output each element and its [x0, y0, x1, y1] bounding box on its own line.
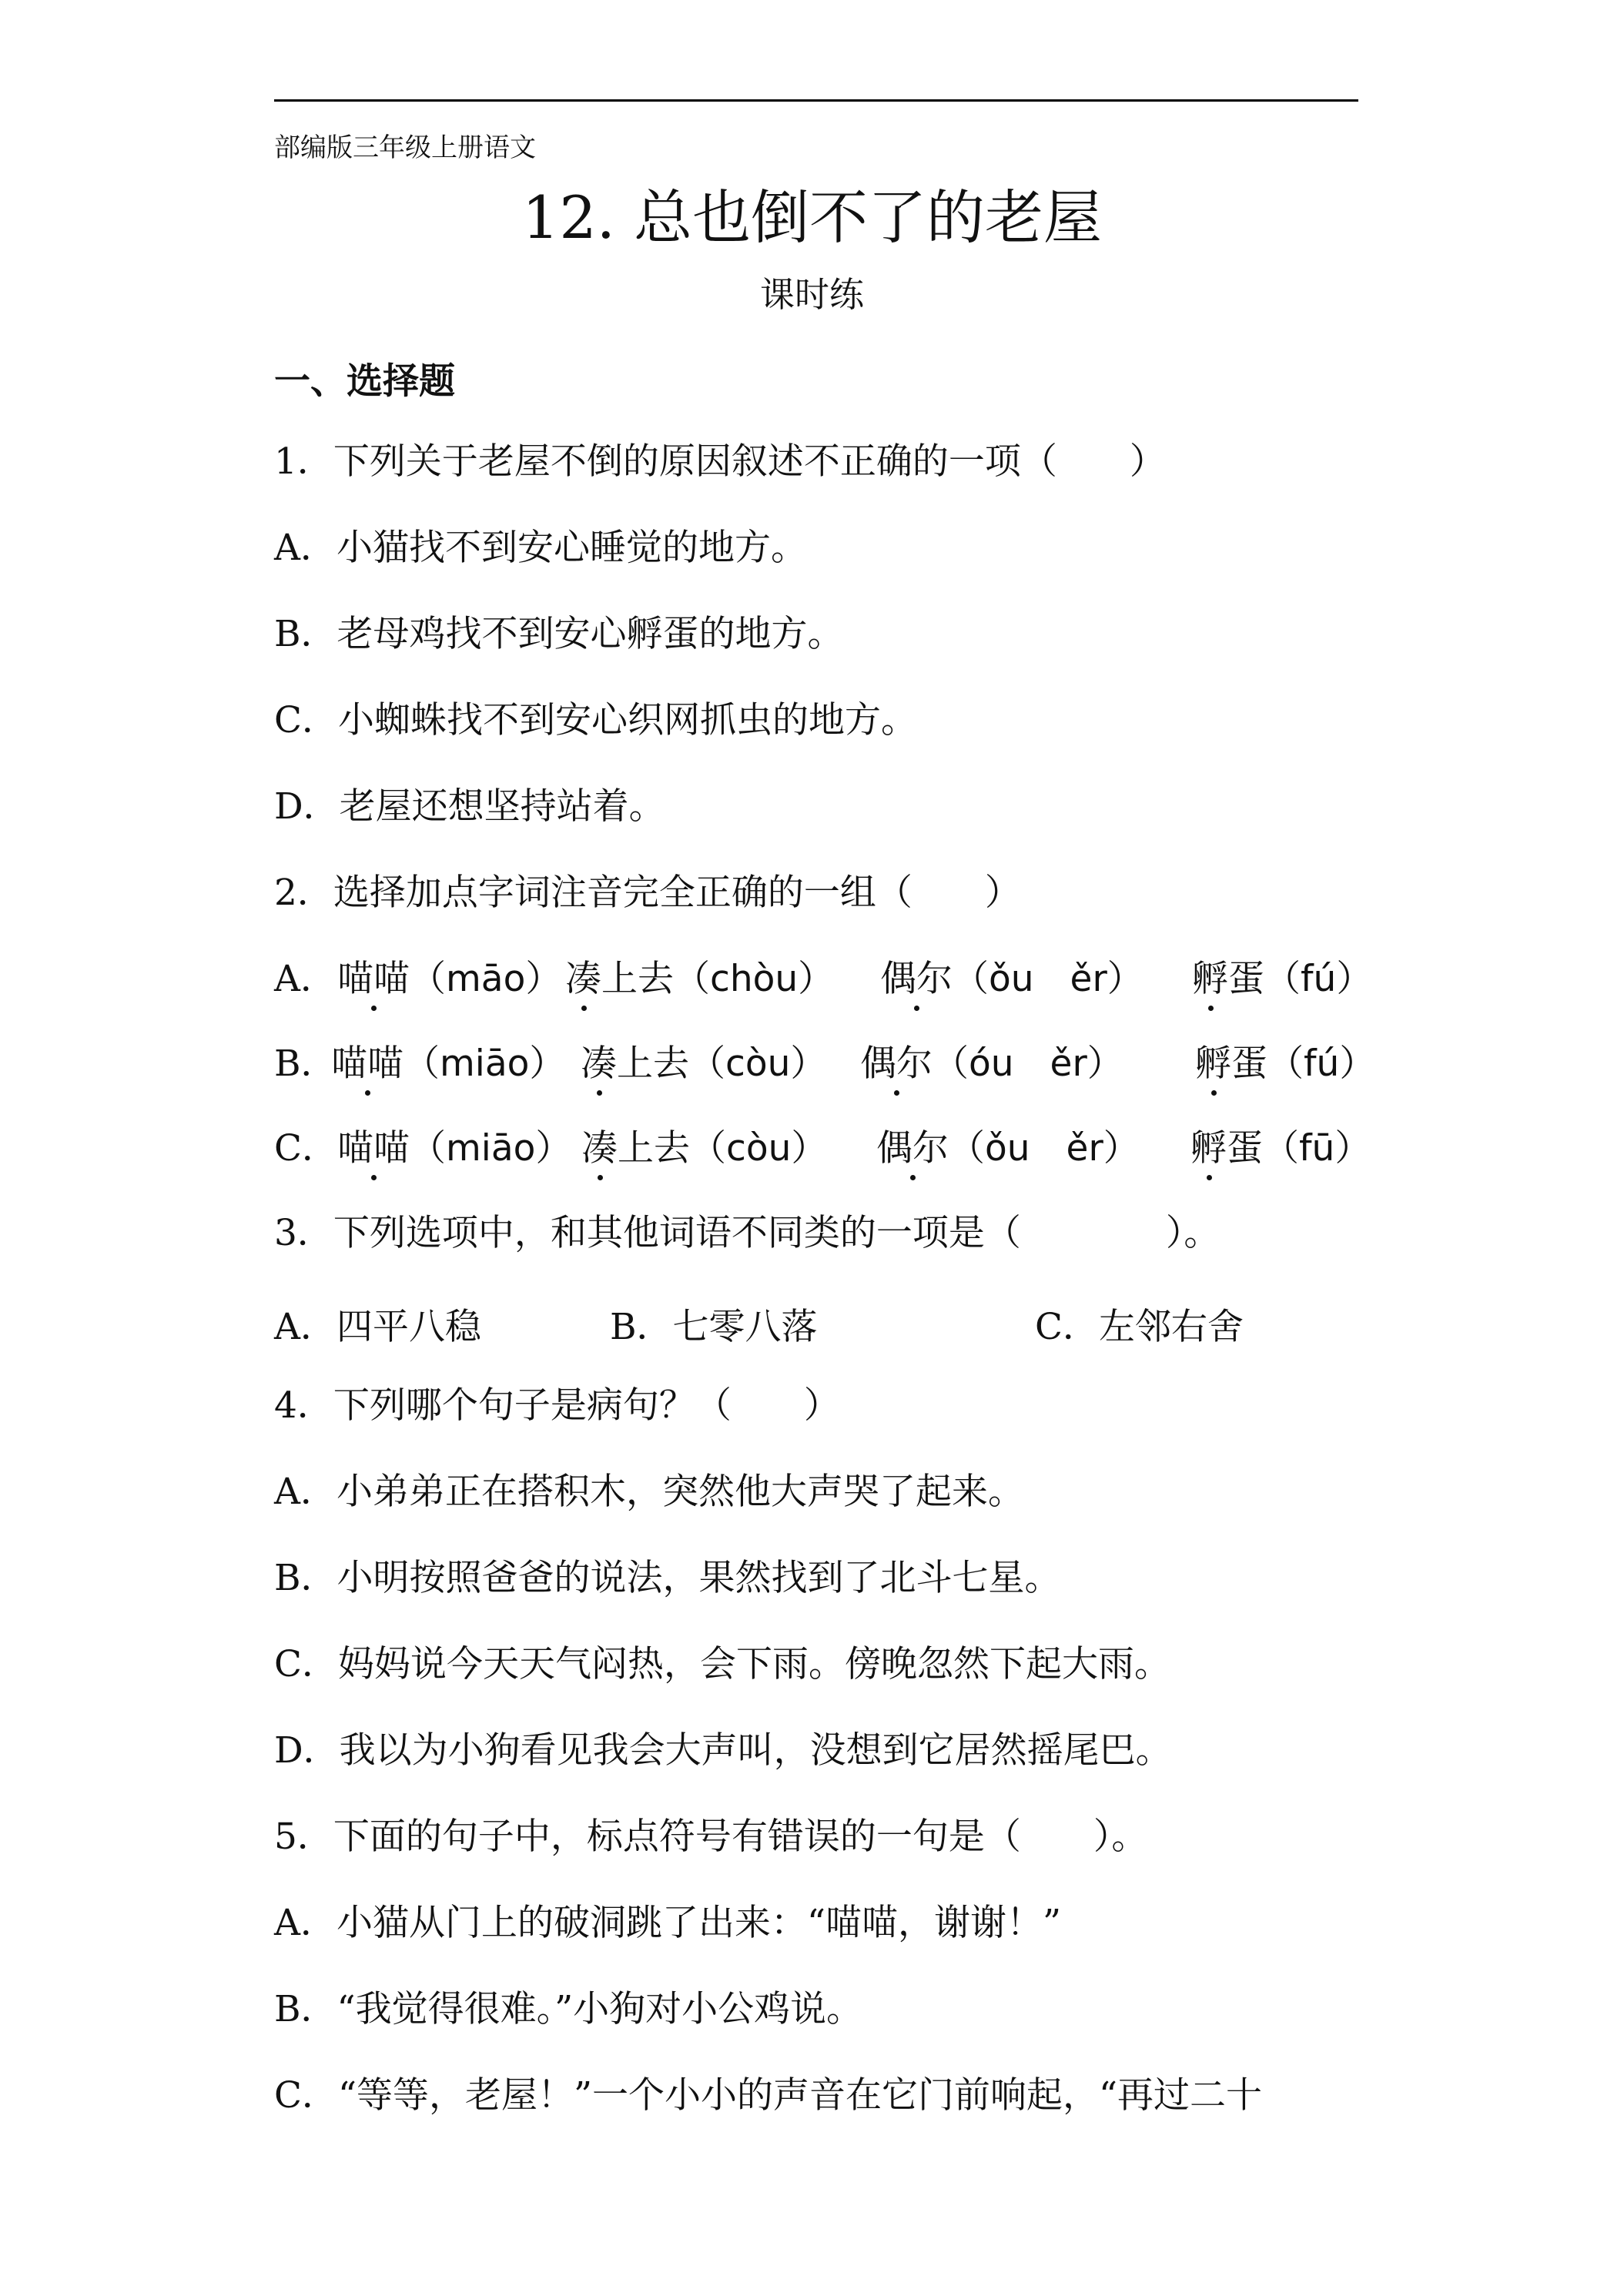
q2-row-a-pinyin-2: （chòu） — [674, 958, 835, 1000]
question-4-stem: 4．下列哪个句子是病句？（ ） — [274, 1384, 840, 1427]
q2-row-b-word-3 — [860, 1035, 1123, 1086]
q2-row-c-word-1 — [337, 1120, 571, 1171]
q2-row-c-word-4 — [1190, 1120, 1371, 1171]
question-1-option-a: A．小猫找不到安心睡觉的地方。 — [274, 527, 807, 569]
header-rule — [274, 99, 1358, 102]
q2-row-c-word-1-dotted: 喵喵 — [337, 1120, 410, 1171]
q2-row-b-word-4 — [1195, 1035, 1375, 1086]
question-2-stem: 2．选择加点字词注音完全正确的一组（ ） — [274, 872, 1021, 914]
q2-row-b-word-2-dotted: 凑 — [581, 1035, 617, 1086]
q2-row-b-word-3-dotted: 偶尔 — [860, 1035, 933, 1086]
question-3-option-a: A．四平八稳 — [274, 1306, 481, 1348]
q2-row-c-word-4-rest: 蛋 — [1227, 1127, 1263, 1170]
question-1-stem: 1．下列关于老屋不倒的原因叙述不正确的一项（ ） — [274, 440, 1166, 483]
q2-row-c-word-2-rest: 上去 — [618, 1127, 690, 1170]
section-title: 一、选择题 — [274, 360, 455, 403]
page-title: 12. 总也倒不了的老屋 — [521, 183, 1103, 252]
question-4-option-c: C．妈妈说今天天气闷热，会下雨。傍晚忽然下起大雨。 — [274, 1643, 1170, 1685]
q2-row-c-word-4-dotted: 孵 — [1190, 1120, 1227, 1171]
question-4-option-d: D．我以为小狗看见我会大声叫，没想到它居然摇尾巴。 — [274, 1729, 1172, 1772]
q2-row-a-word-1 — [337, 950, 561, 1002]
q2-row-c-pinyin-1: （miāo） — [410, 1127, 572, 1170]
question-1-option-c: C．小蜘蛛找不到安心织网抓虫的地方。 — [274, 699, 917, 741]
q2-row-a-word-2-dotted: 凑 — [565, 950, 601, 1002]
q2-row-c-word-3-dotted: 偶尔 — [876, 1120, 949, 1171]
q2-row-b-pinyin-2: （còu） — [689, 1043, 827, 1085]
doc-header: 部编版三年级上册语文 — [274, 132, 536, 163]
q2-row-c-word-2 — [581, 1120, 827, 1171]
question-1-option-d: D．老屋还想坚持站着。 — [274, 785, 665, 828]
q2-row-a-letter: A． — [274, 958, 337, 1000]
q2-row-a-word-3 — [880, 950, 1143, 1002]
q2-row-a-word-2 — [565, 950, 834, 1002]
q2-row-b-word-1 — [331, 1035, 565, 1086]
question-3-stem: 3．下列选项中，和其他词语不同类的一项是（ ）。 — [274, 1212, 1221, 1254]
q2-row-a-word-2-rest: 上去 — [601, 958, 674, 1000]
question-5-stem: 5．下面的句子中，标点符号有错误的一句是（ ）。 — [274, 1816, 1148, 1858]
question-4-option-b: B．小明按照爸爸的说法，果然找到了北斗七星。 — [274, 1557, 1061, 1599]
q2-row-b-word-4-dotted: 孵 — [1195, 1035, 1231, 1086]
question-3-option-b: B．七零八落 — [610, 1306, 818, 1348]
question-1-option-b: B．老母鸡找不到安心孵蛋的地方。 — [274, 613, 844, 655]
page-subtitle: 课时练 — [759, 274, 864, 315]
q2-row-c-pinyin-2: （còu） — [690, 1127, 828, 1170]
question-4-option-a: A．小弟弟正在搭积木，突然他大声哭了起来。 — [274, 1471, 1024, 1513]
q2-row-c-letter: C． — [274, 1127, 338, 1170]
q2-row-a-word-1-dotted: 喵喵 — [337, 950, 410, 1002]
question-5-option-a: A．小猫从门上的破洞跳了出来：“喵喵，谢谢！” — [274, 1902, 1061, 1944]
q2-row-a-word-4-dotted: 孵 — [1192, 950, 1228, 1002]
q2-row-b-word-2 — [581, 1035, 826, 1086]
question-5-option-c: C．“等等，老屋！”一个小小的声音在它门前响起，“再过二十 — [274, 2074, 1263, 2117]
q2-row-c-word-2-dotted: 凑 — [581, 1120, 618, 1171]
q2-row-b-pinyin-4: （fú） — [1267, 1043, 1376, 1085]
q2-row-c-pinyin-4: （fū） — [1263, 1127, 1371, 1170]
q2-row-b-pinyin-1: （miāo） — [403, 1043, 566, 1085]
question-3-option-c: C．左邻右舍 — [1035, 1306, 1244, 1348]
q2-row-a-word-3-dotted: 偶尔 — [880, 950, 953, 1002]
q2-row-b-word-2-rest: 上去 — [617, 1043, 689, 1085]
q2-row-b-word-4-rest: 蛋 — [1231, 1043, 1267, 1085]
q2-row-b-pinyin-3: （óu ěr） — [933, 1043, 1123, 1085]
q2-row-a-pinyin-1: （māo） — [410, 958, 562, 1000]
q2-row-a-pinyin-4: （fú） — [1264, 958, 1373, 1000]
q2-row-a-word-4-rest: 蛋 — [1228, 958, 1264, 1000]
q2-row-a-word-4 — [1192, 950, 1372, 1002]
q2-row-c-pinyin-3: （ǒu ěr） — [949, 1127, 1140, 1170]
q2-row-a-pinyin-3: （ǒu ěr） — [953, 958, 1143, 1000]
q2-row-b-letter: B． — [274, 1043, 337, 1085]
q2-row-b-word-1-dotted: 喵喵 — [331, 1035, 403, 1086]
question-5-option-b: B．“我觉得很难。”小狗对小公鸡说。 — [274, 1988, 863, 2030]
q2-row-c-word-3 — [876, 1120, 1140, 1171]
